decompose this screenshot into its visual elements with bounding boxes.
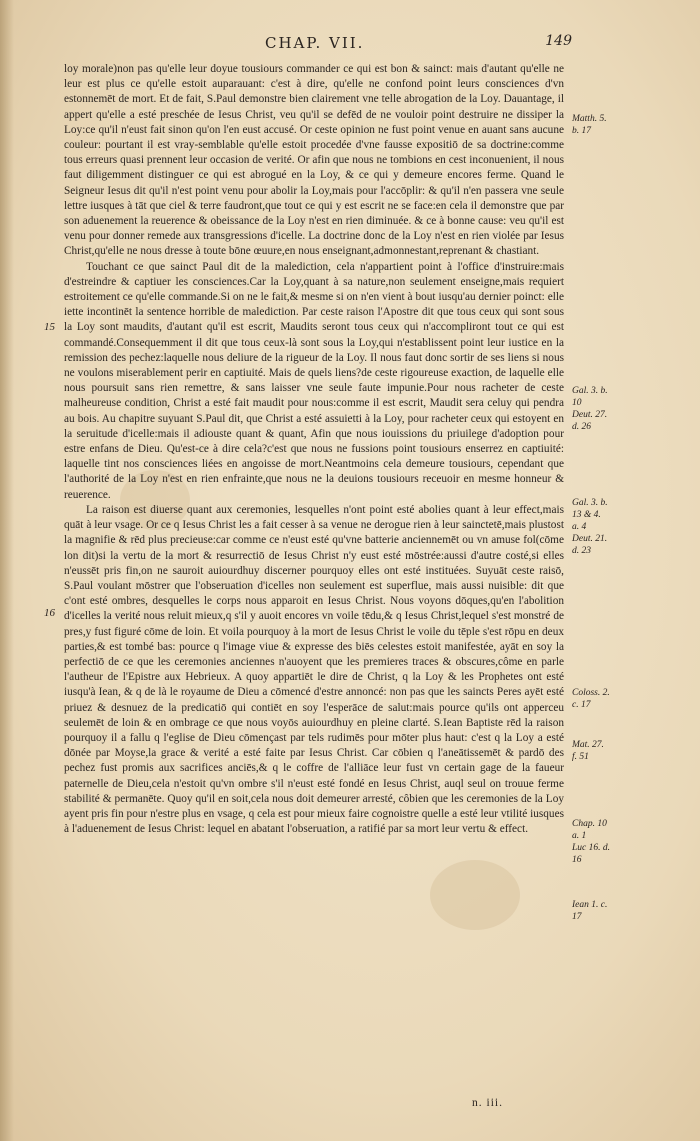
margin-note: Gal. 3. b. 10 Deut. 27. d. 26: [572, 386, 608, 432]
paragraph: Touchant ce que sainct Paul dit de la malediction, cela n'appartient point à l'office d'instruire:mais d'estreindre & captiuer les consciences.Car la Loy,quant à sa nature,non seulement enseigne,mais requiert estroitement ce qu'elle commande.Si on ne le fait,& mesme si on n'en vient à bout iusqu'au dernier poinct: elle iette incontinēt la sentence horrible de malediction. Par ceste raison l'Apostre dit que tous ceux qui sont sous la Loy sont maudits, d'autant qu'il est escrit, Maudits seront tous ceux qui n'accompliront tout ce qui est commandé.Consequemment il dit que tous ceux-là sont sous la Loy,qui n'establissent point leur iustice en la remission des pechez:laquelle nous deliure de la rigueur de la Loy. Il nous faut donc sortir de ses liens si nous ne voulons miserablement perir en captiuité. Mais de quels liens?de ceste rigoureuse exaction, de laquelle elle nous poursuit sans rien remettre, & sans laisser vne seule faute impunie.Pour nous racheter de ceste malheureuse condition, Christ a esté fait maudit pour nous:comme il est escrit, Maudit sera celuy qui pendra au bois. Au chapitre suyuant S.Paul dit, que Christ a esté assuietti à la Loy, pour racheter ceux qui estoyent en la seruitude d'icelle:mais il adiouste quant & quant, Afin que nous iouissions du priuilege d'adoption pour estre enfans de Dieu. Qu'est-ce à dire cela?c'est que nous ne fussions point tousiours enserrez en captiuité: laquelle tint nos consciences liées en angoisse de mort.Neantmoins cela demeure tousiours, cependant que l'authorité de la Loy n'est en rien enfrainte,que nous ne la deuions tousiours receuoir en mesme honneur & reuerence.: [64, 260, 564, 501]
paper-stain: [430, 860, 520, 930]
paragraph: loy morale)non pas qu'elle leur doyue tousiours commander ce qui est bon & sainct: mais d'autant qu'elle ne leur est plus ce qu'elle estoit auparauant: c'est à dire, qu'elle ne confond point leurs consciences d'vn estonnemēt de mort. Et de fait, S.Paul demonstre bien clairement vne telle abrogation de la Loy. Dauantage, il appert qu'elle a esté preschée de Iesus Christ, veu qu'il se defēd de ne vouloir point destruire ne dissiper la Loy:ce qu'il n'eust fait sinon qu'on l'en eust accusé. Or ceste opinion ne fust point venue en auant sans aucune couleur: pourtant il est vray-semblable qu'elle estoit procedée d'vne fausse expositiō de sa doctrine:comme tous erreurs quasi prennent leur occasion de verité. Or afin que nous ne tombions en cest inconuenient, il nous faut diligemment distinguer ce qui est abrogué en la Loy, & ce qui y demeure encores ferme. Quand le Seigneur Iesus dit qu'il n'est point venu pour abolir la Loy,mais pour l'accōplir: & qu'il n'en passera vne seule lettre iusques à tāt que ciel & terre faudront,que tout ce qui y est escrit ne se face:en cela il demonstre que par son aduenement la reuerence & obeissance de la Loy n'est en rien diminuée. & ce à bonne cause: veu qu'il est venu pour donner remede aux transgressions d'icelle. La doctrine donc de la Loy n'est en rien violée par Iesus Christ,qu'elle ne nous dresse à toute bōne œuure,en nous enseignant,admonnestant,reprenant & chastiant.: [64, 63, 564, 258]
line-number: 15: [44, 321, 55, 333]
margin-note: Iean 1. c. 17: [572, 900, 608, 922]
margin-note: Chap. 10 a. 1 Luc 16. d. 16: [572, 819, 610, 865]
page-header: [60, 34, 570, 56]
margin-note: Mat. 27. f. 51: [572, 740, 604, 762]
margin-note: Coloss. 2. c. 17: [572, 688, 610, 710]
running-head: CHAP. VII.: [265, 34, 365, 52]
body-text: [64, 62, 564, 837]
signature-mark: n. iii.: [472, 1097, 503, 1109]
page-edge-shadow: [0, 0, 14, 1141]
paragraph: La raison est diuerse quant aux ceremonies, lesquelles n'ont point esté abolies quant à leur effect,mais quāt à leur vsage. Or ce q Iesus Christ les a fait cesser à sa venue ne derogue rien à leur sainctetē,mais plustost la magnifie & rēd plus precieuse:car comme ce n'eust esté qu'vne batterie anciennemēt ou vn amuse fol(cōme lon dit)si la vertu de la mort & resurrectiō de Iesus Christ n'y eust esté mōstrée:aussi d'autre costé,si elles n'eussēt pris fin,on ne sauroit auiourdhuy discerner pourquoy elles ont esté instituées. Suyuāt ceste raisō, S.Paul voulant mōstrer que l'obseruation d'icelles non seulement est superflue, mais aussi nuisible: dit que c'ont esté ombres, desquelles le corps nous apparoit en Iesus Christ. Nous voyons dōques,qu'en l'abolition d'icelles la verité nous reluit mieux,q s'il y auoit encores vn voile tēdu,& q Iesus Christ,lequel s'est monstré de pres,y fust figuré cōme de loin. Et voila pourquoy à la mort de Iesus Christ le voile du tēple s'est rōpu en deux parties,& est tombé bas: pource q l'image viue & expresse des biēs celestes estoit manifestée, ayāt en soy la perfectiō de ce que les ceremonies anciennes n'auoyent que les premieres traces & obscures,côme en parle l'autheur de l'Epistre aux Hebrieux. A quoy appartiēt le dire de Christ, q la Loy & les Prophetes ont esté iusqu'à Iean, & q de là le royaume de Dieu a cōmencé d'estre annoncé: non pas que les saincts Peres ayēt esté priuez & desnuez de la predicatiō qui contiēt en soy l'esperāce de salut:mais pource qu'ils ont apperceu seulemēt de loin & en ombrage ce que nous voyōs auiourdhuy en pleine clarté. S.Iean Baptiste rēd la raison pourquoy il a fallu q l'eglise de Dieu cōmençast par tels rudimēs pour mōter plus haut: c'est q la Loy a esté dōnée par Moyse,la grace & verité a esté faite par Iesus Christ. Car cōbien q l'aneātissemēt & pardō des pechez fust promis aux sacrifices anciēs,& q le coffre de l'alliāce leur fust vn certain gage de la faueur paternelle de Dieu,cela n'estoit qu'vn ombre s'il n'eust esté fondé en Iesus Christ, auql seul on trouue ferme stabilité & permanēte. Quoy qu'il en soit,cela nous doit demeurer arresté, côbien que les ceremonies de la Loy ayent pris fin pour n'estre plus en vsage, q cela est pour mieux faire cognoistre quelle a esté leur vtilité iusques à l'aduenement de Iesus Christ: lequel en abatant l'obseruation, a ratifié par sa mort leur vertu & effect.: [64, 503, 564, 836]
margin-note: Matth. 5. b. 17: [572, 114, 607, 136]
line-number: 16: [44, 607, 55, 619]
page-number: 149: [545, 33, 572, 49]
margin-note: Gal. 3. b. 13 & 4. a. 4 Deut. 21. d. 23: [572, 498, 608, 556]
